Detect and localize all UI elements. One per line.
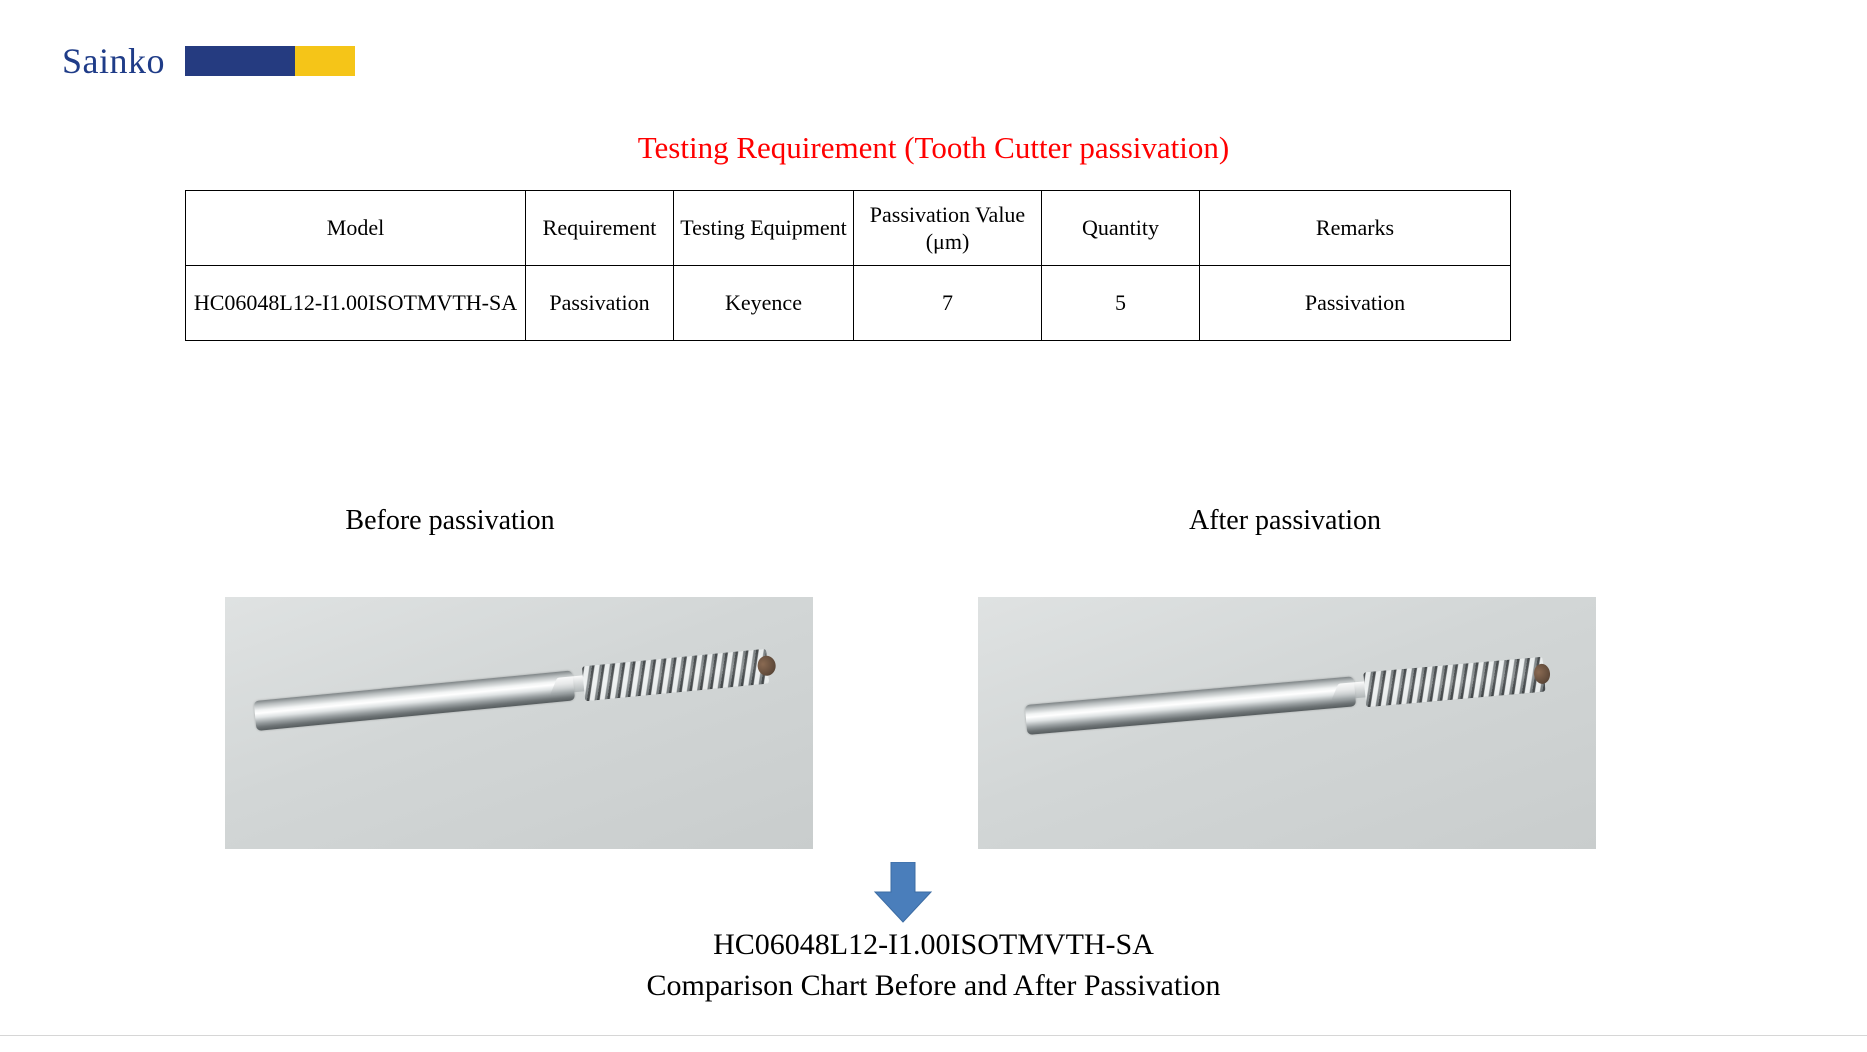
tool-thread [582,649,770,702]
cell-equipment: Keyence [674,266,854,341]
requirement-table [185,190,1511,341]
brand-logo [62,40,355,82]
before-passivation-photo [225,597,813,849]
logo-bars [185,46,355,76]
table-header-quantity: Quantity [1042,191,1200,266]
table-header-passivation-value: Passivation Value (μm) [854,191,1042,266]
down-arrow-icon [873,862,933,924]
logo-text: Sainko [62,41,166,81]
table-header-remarks: Remarks [1200,191,1511,266]
caption-line-1: HC06048L12-I1.00ISOTMVTH-SA [713,928,1154,961]
table-header-equipment: Testing Equipment [674,191,854,266]
after-passivation-photo [978,597,1596,849]
cell-passivation-value: 7 [854,266,1042,341]
after-passivation-label: After passivation [1188,505,1382,536]
before-passivation-label: Before passivation [345,505,555,536]
caption-line-2: Comparison Chart Before and After Passivation [646,968,1221,1002]
table-row [186,266,1511,341]
page-title: Testing Requirement (Tooth Cutter passivation) [637,130,1230,165]
table-header-row [186,191,1511,266]
cell-model: HC06048L12-I1.00ISOTMVTH-SA [186,266,526,341]
cell-quantity: 5 [1042,266,1200,341]
table-header-model: Model [186,191,526,266]
cell-requirement: Passivation [526,266,674,341]
tool-thread [1363,657,1545,708]
cell-remarks: Passivation [1200,266,1511,341]
logo-bar-blue [185,46,295,76]
footer-divider [0,1035,1867,1036]
logo-bar-yellow [295,46,355,76]
table-header-requirement: Requirement [526,191,674,266]
comparison-caption [0,925,1867,1006]
